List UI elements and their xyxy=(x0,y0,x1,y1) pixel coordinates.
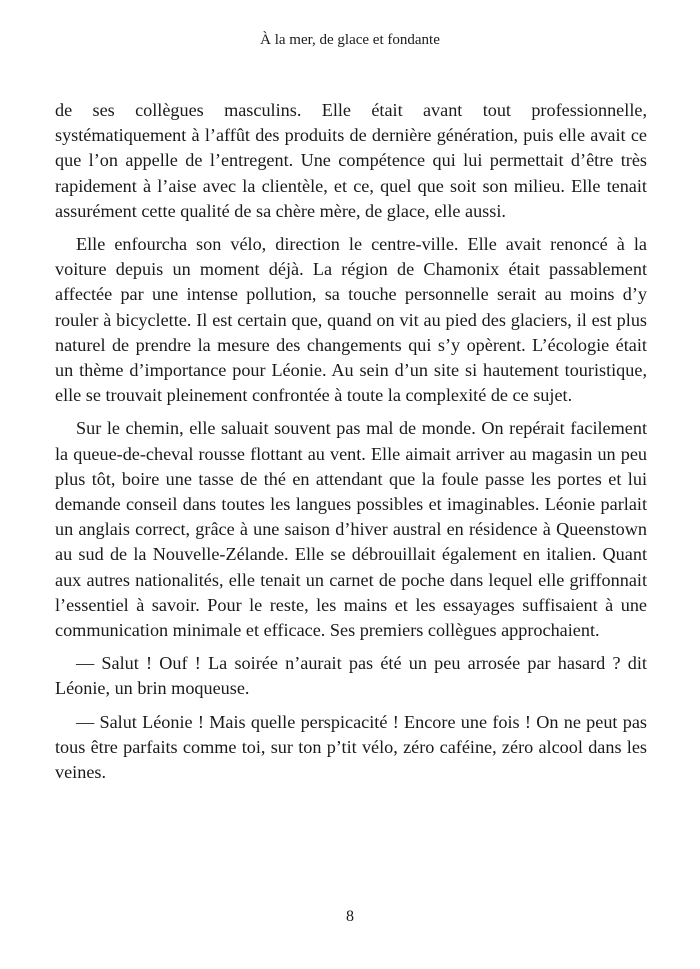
body-text xyxy=(55,98,647,793)
paragraph-continuation: de ses collègues masculins. Elle était avant tout professionnelle, systématiquement à l’affût des produits de dernière génération, puis elle avait ce que l’on appelle de l’entregent. Une compétence qui lui permettait d’être très rapidement à l’aise avec la clientèle, et ce, quel que soit son milieu. Elle tenait assurément cette qualité de sa chère mère, de glace, elle aussi. xyxy=(55,100,647,221)
paragraph-commute: Sur le chemin, elle saluait souvent pas mal de monde. On repérait facilement la queue-de-cheval rousse flottant au vent. Elle aimait arriver au magasin un peu plus tôt, boire une tasse de thé en attendant que la foule passe les portes et lui demande conseil dans toutes les langues possibles et imaginables. Léonie parlait un anglais correct, grâce à une saison d’hiver austral en résidence à Queenstown au sud de la Nouvelle-Zélande. Elle se débrouillait également en italien. Quant aux autres nationalités, elle tenait un carnet de poche dans lequel elle griffonnait l’essentiel à savoir. Pour le reste, les mains et les essayages suffisaient à une communication minimale et efficace. Ses premiers collègues approchaient. xyxy=(55,418,647,641)
dialogue-line-colleague: — Salut Léonie ! Mais quelle perspicacité ! Encore une fois ! On ne peut pas tous être parfaits comme toi, sur ton p’tit vélo, zéro caféine, zéro alcool dans les veines. xyxy=(55,711,647,783)
paragraph-bicycle: Elle enfourcha son vélo, direction le centre-ville. Elle avait renoncé à la voiture depuis un moment déjà. La région de Chamonix était passablement affectée par une intense pollution, sa touche personnelle serait au moins d’y rouler à bicyclette. Il est certain que, quand on vit au pied des glaciers, il est plus naturel de prendre la mesure des changements qui s’y opèrent. L’écologie était un thème d’importance pour Léonie. Au sein d’un site si hautement touristique, elle se trouvait pleinement confrontée à toute la complexité de ce sujet. xyxy=(55,234,647,406)
running-header: À la mer, de glace et fondante xyxy=(260,32,440,48)
page-number: 8 xyxy=(346,908,354,925)
dialogue-line-leonie: — Salut ! Ouf ! La soirée n’aurait pas été un peu arrosée par hasard ? dit Léonie, un brin moqueuse. xyxy=(55,653,647,699)
